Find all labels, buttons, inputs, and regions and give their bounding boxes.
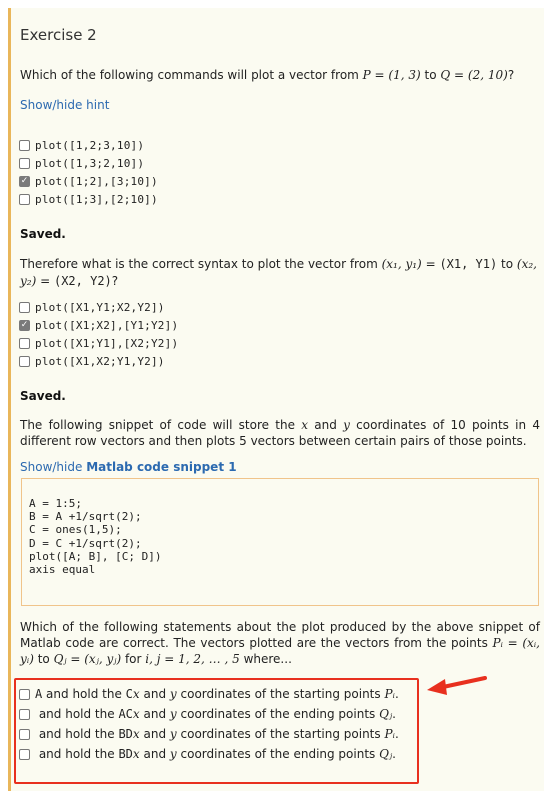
question-1-suffix: ? (507, 68, 515, 82)
option-4-2[interactable] (19, 704, 399, 724)
question-2-math-2: (x₂, y₂) (20, 257, 537, 288)
stmt-text-b: and (139, 747, 170, 761)
statement (35, 707, 396, 721)
question-1-to: to (420, 68, 441, 82)
checkbox-checked[interactable] (19, 176, 30, 187)
checkbox[interactable] (19, 140, 30, 151)
options-group-2 (19, 298, 178, 370)
checkbox[interactable] (19, 749, 30, 760)
stmt-text-b: and (139, 727, 170, 741)
stmt-code: A (35, 687, 43, 701)
option-4-4[interactable] (19, 744, 399, 764)
question-4-math-q: Qⱼ = (xⱼ, yⱼ) (53, 652, 122, 666)
question-4-text-a: Which of the following statements about the plot produced by the above snippet of Matlab code are correct. The vectors plotted are the vectors from the points (20, 620, 540, 650)
stmt-text-d: . (392, 747, 396, 761)
option-4-1[interactable] (19, 684, 399, 704)
option-label: plot([X1,X2;Y1,Y2]) (35, 354, 165, 368)
checkbox[interactable] (19, 302, 30, 313)
question-1-point-p: P = (1, 3) (362, 68, 421, 82)
statement (35, 687, 399, 701)
stmt-math-point: Qⱼ (379, 747, 393, 761)
question-2-code-2: (X2, Y2) (53, 274, 112, 288)
saved-status-1: Saved. (20, 227, 66, 241)
question-2-eq: = (421, 257, 440, 271)
checkbox[interactable] (19, 338, 30, 349)
statement (35, 747, 396, 761)
option-label: plot([1;2],[3;10]) (35, 174, 158, 188)
checkbox[interactable] (19, 729, 30, 740)
checkbox[interactable] (19, 689, 30, 700)
stmt-text-c: coordinates of the starting points (176, 727, 385, 741)
question-2-code-1: (X1, Y1) (439, 257, 498, 271)
show-hide-snippet-link[interactable] (20, 460, 237, 474)
stmt-code-2: C (125, 687, 133, 701)
stmt-math-y: y (169, 707, 177, 721)
question-2-math-1: (x₁, y₁) (381, 257, 422, 271)
question-4 (20, 619, 540, 667)
stmt-math-x: x (132, 707, 140, 721)
show-hide-hint-link[interactable]: Show/hide hint (20, 98, 110, 112)
option-4-3[interactable] (19, 724, 399, 744)
intro-math-x: x (301, 418, 309, 432)
stmt-text-a: and hold the (38, 727, 119, 741)
question-1-prefix: Which of the following commands will plot a vector from (20, 68, 363, 82)
option-2-3[interactable] (19, 334, 178, 352)
stmt-math-point: Pᵢ (384, 687, 395, 701)
option-label: plot([X1;Y1],[X2;Y2]) (35, 336, 179, 350)
option-1-4[interactable] (19, 190, 158, 208)
checkbox-checked[interactable] (19, 320, 30, 331)
question-4-to: to (33, 652, 54, 666)
checkbox[interactable] (19, 709, 30, 720)
question-4-for: for (121, 652, 146, 666)
question-1-point-q: Q = (2, 10) (440, 68, 508, 82)
code-snippet-box (21, 478, 539, 606)
question-4-math-p: Pᵢ = (xᵢ, yᵢ) (20, 636, 540, 666)
check-icon: ✓ (20, 319, 29, 330)
stmt-code-2: BD (118, 727, 133, 741)
option-2-1[interactable] (19, 298, 178, 316)
option-1-2[interactable] (19, 154, 158, 172)
option-1-3[interactable] (19, 172, 158, 190)
stmt-text-c: coordinates of the starting points (176, 687, 385, 701)
option-2-4[interactable] (19, 352, 178, 370)
code-snippet: A = 1:5; B = A +1/sqrt(2); C = ones(1,5); D = C +1/sqrt(2); plot([A; B], [C; D]) axis equal (29, 497, 162, 577)
stmt-text-c: coordinates of the ending points (176, 747, 380, 761)
snippet-intro (20, 417, 540, 449)
exercise-title: Exercise 2 (20, 26, 97, 44)
stmt-text-a: and hold the (42, 687, 126, 701)
stmt-text-a: and hold the (38, 707, 119, 721)
question-1 (20, 68, 514, 82)
stmt-text-c: coordinates of the ending points (176, 707, 380, 721)
stmt-math-x: x (132, 687, 140, 701)
stmt-math-y: y (169, 687, 177, 701)
options-group-4 (19, 684, 399, 764)
saved-status-2: Saved. (20, 389, 66, 403)
stmt-text-d: . (392, 707, 396, 721)
option-label: plot([X1,Y1;X2,Y2]) (35, 300, 165, 314)
intro-text-a: The following snippet of code will store the (20, 418, 302, 432)
exercise-panel (8, 8, 544, 791)
stmt-code-2: AC (118, 707, 133, 721)
red-arrow-icon (421, 673, 487, 701)
snippet-toggle-title: Matlab code snippet 1 (86, 460, 237, 474)
question-2-to: to (497, 257, 517, 271)
stmt-code-2: BD (118, 747, 133, 761)
question-2-suffix: ? (111, 274, 119, 288)
option-label: plot([1,2;3,10]) (35, 138, 145, 152)
statement (35, 727, 399, 741)
check-icon: ✓ (20, 175, 29, 186)
intro-text-c: coordinates of 10 points in 4 different row vectors and then plots 5 vectors between certain pairs of those points. (20, 418, 540, 448)
stmt-text-d: . (394, 687, 399, 701)
stmt-text-b: and (139, 687, 170, 701)
option-label: plot([1,3;2,10]) (35, 156, 145, 170)
question-4-end: where... (239, 652, 292, 666)
question-2 (20, 256, 540, 290)
stmt-math-y: y (169, 727, 177, 741)
stmt-math-x: x (132, 727, 140, 741)
stmt-text-b: and (139, 707, 170, 721)
checkbox[interactable] (19, 356, 30, 367)
stmt-text-d: . (394, 727, 399, 741)
checkbox[interactable] (19, 194, 30, 205)
checkbox[interactable] (19, 158, 30, 169)
stmt-math-point: Qⱼ (379, 707, 393, 721)
question-2-eq-2: = (36, 274, 54, 288)
options-group-1 (19, 136, 158, 208)
question-4-math-range: i, j = 1, 2, … , 5 (145, 652, 240, 666)
stmt-math-y: y (169, 747, 177, 761)
intro-math-y: y (343, 418, 350, 432)
snippet-toggle-prefix: Show/hide (20, 460, 87, 474)
option-label: plot([X1;X2],[Y1;Y2]) (35, 318, 179, 332)
option-2-2[interactable] (19, 316, 178, 334)
intro-text-b: and (308, 418, 344, 432)
stmt-text-a: and hold the (38, 747, 119, 761)
option-1-1[interactable] (19, 136, 158, 154)
stmt-math-x: x (132, 747, 140, 761)
question-2-prefix: Therefore what is the correct syntax to plot the vector from (20, 257, 382, 271)
option-label: plot([1;3],[2;10]) (35, 192, 158, 206)
stmt-math-point: Pᵢ (384, 727, 395, 741)
